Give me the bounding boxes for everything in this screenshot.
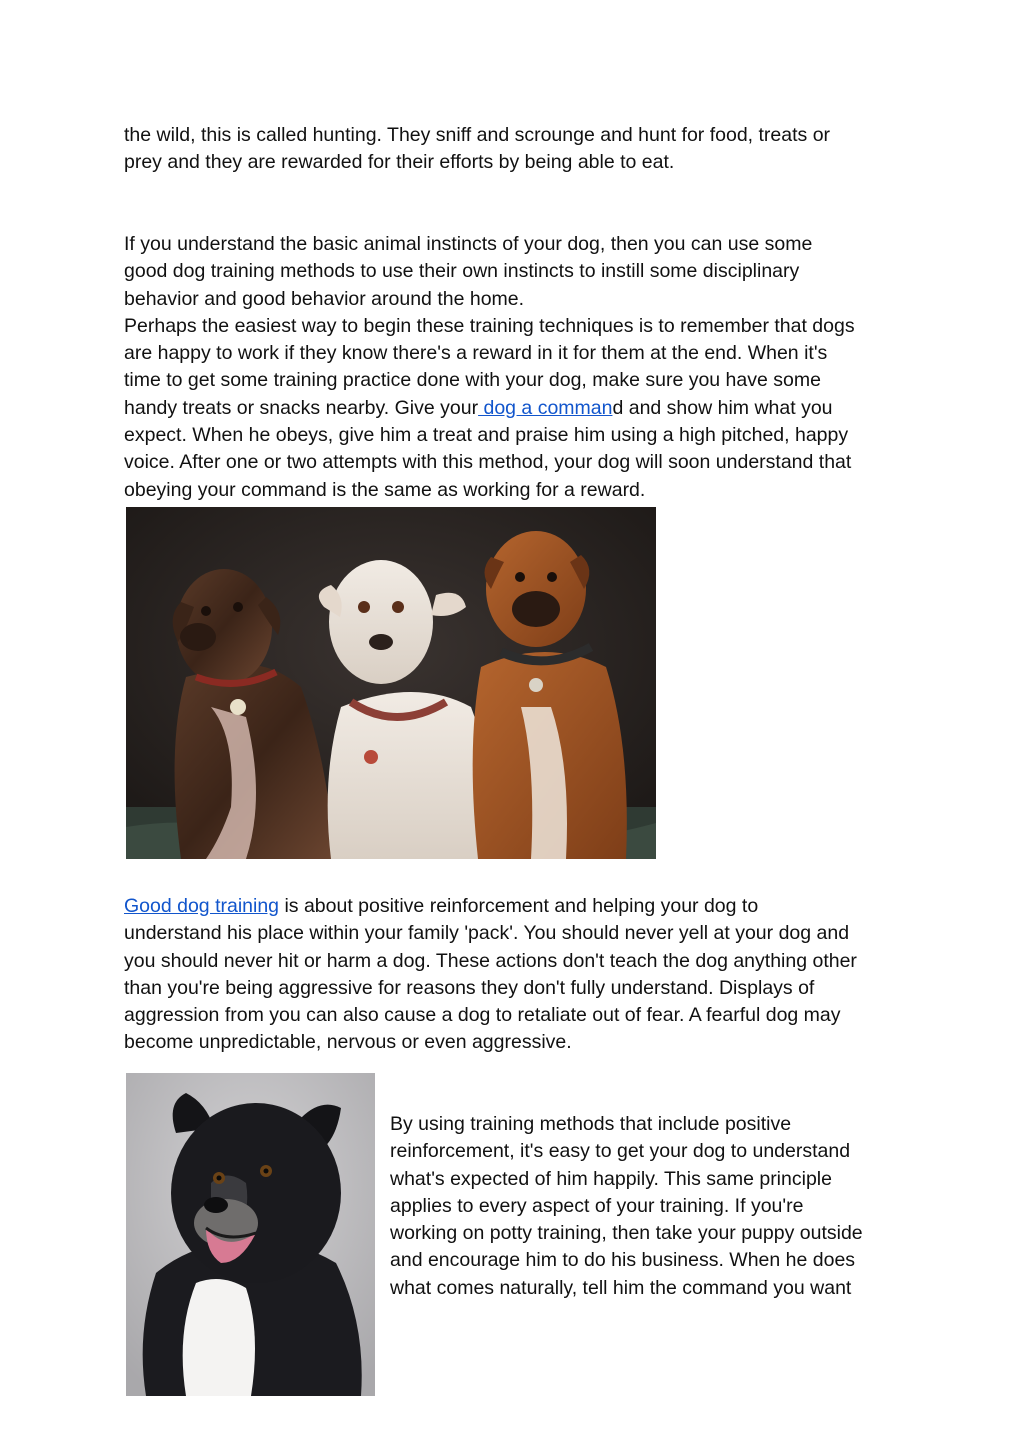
paragraph-hunting [124,122,914,177]
text-line: By using training methods that include positive [390,1113,792,1135]
paragraph-instincts [124,231,914,504]
black-dog-photo [126,1073,375,1396]
black-dog-illustration [126,1073,375,1396]
text-line: you should never hit or harm a dog. These actions don't teach the dog anything other [124,949,857,972]
paragraph-positive-reinforcement [390,1111,910,1302]
three-dogs-photo [126,507,656,859]
text-line: behavior and good behavior around the home. [124,287,525,310]
paragraph-good-dog-training [124,893,914,1057]
text-line: working on potty training, then take your puppy outside [390,1222,863,1245]
text-line: If you understand the basic animal instincts of your dog, then you can use some [124,233,813,255]
text-line: voice. After one or two attempts with this method, your dog will soon understand that [124,451,852,474]
text-line: than you're being aggressive for reasons they don't fully understand. Displays of [124,976,815,999]
text-line: good dog training methods to use their own instincts to instill some disciplinary [124,260,800,283]
text-line: understand his place within your family 'pack'. You should never yell at your dog and [124,922,850,945]
text-line: obeying your command is the same as working for a reward. [124,478,646,501]
text-line: become unpredictable, nervous or even aggressive. [124,1031,572,1054]
text-segment: handy treats or snacks nearby. Give your [124,396,479,419]
text-line: and encourage him to do his business. When he does [390,1249,856,1272]
text-line: time to get some training practice done with your dog, make sure you have some [124,369,821,392]
text-segment: d and show him what you [612,396,833,419]
text-line: Perhaps the easiest way to begin these training techniques is to remember that dogs [124,314,855,337]
three-dogs-illustration [126,507,656,859]
text-line: aggression from you can also cause a dog to retaliate out of fear. A fearful dog may [124,1004,841,1027]
text-line: the wild, this is called hunting. They sniff and scrounge and hunt for food, treats or [124,124,831,146]
text-line: prey and they are rewarded for their efforts by being able to eat. [124,151,675,174]
good-dog-training-link[interactable]: Good dog training [124,895,280,917]
text-line: are happy to work if they know there's a reward in it for them at the end. When it's [124,342,828,365]
text-line [124,395,914,422]
text-line: what comes naturally, tell him the command you want [390,1276,852,1299]
text-line: expect. When he obeys, give him a treat and praise him using a high pitched, happy [124,424,849,447]
text-line: reinforcement, it's easy to get your dog to understand [390,1140,851,1163]
text-line: applies to every aspect of your training. If you're [390,1194,804,1217]
text-line [124,893,914,920]
text-segment: is about positive reinforcement and helping your dog to [279,895,759,917]
text-line: what's expected of him happily. This same principle [390,1167,832,1190]
dog-a-command-link[interactable]: dog a comman [478,396,613,419]
